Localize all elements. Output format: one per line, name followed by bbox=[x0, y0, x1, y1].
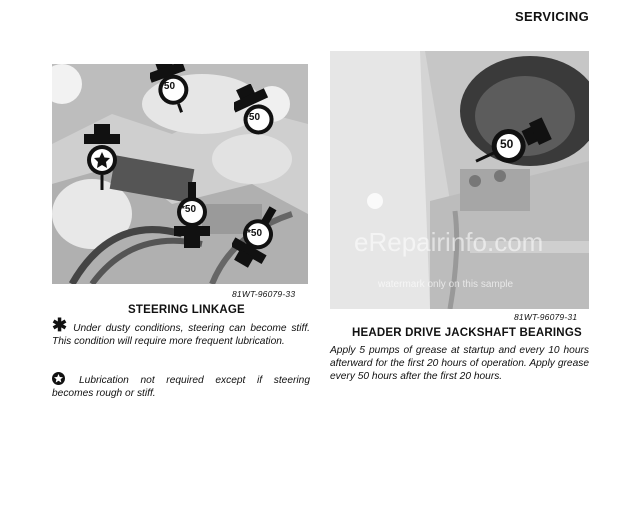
badge-label: *50 bbox=[181, 204, 197, 215]
watermark-subtext: watermark only on this sample bbox=[378, 279, 514, 290]
note-text: Lubrication not required except if steering becomes rough or stiff. bbox=[52, 375, 310, 399]
badge-label: *50 bbox=[247, 228, 263, 239]
steering-linkage-photo bbox=[52, 64, 308, 284]
figure-id: 81WT-96079-33 bbox=[232, 289, 296, 299]
section-header: SERVICING bbox=[515, 9, 589, 24]
star-circle-icon bbox=[52, 372, 65, 385]
grease-point-badge bbox=[232, 204, 282, 268]
jackshaft-bearing-photo bbox=[330, 51, 589, 309]
asterisk-icon: ✱ bbox=[52, 315, 68, 335]
lubrication-note bbox=[52, 372, 310, 400]
badge-label: *50 bbox=[160, 81, 176, 92]
note-text: Under dusty conditions, steering can become stiff. This condition will require more frequent lubrication. bbox=[52, 323, 310, 347]
grease-point-badge bbox=[170, 182, 214, 248]
grease-point-badge bbox=[234, 84, 278, 144]
dusty-conditions-note bbox=[52, 315, 310, 348]
badge-label: *50 bbox=[245, 112, 261, 123]
watermark: eRepairinfo.com bbox=[354, 227, 544, 257]
figure-id: 81WT-96079-31 bbox=[514, 312, 578, 322]
star-badge-icon bbox=[80, 124, 124, 192]
grease-point-badge bbox=[150, 64, 194, 116]
grease-point-badge bbox=[470, 113, 560, 173]
section-title: STEERING LINKAGE bbox=[128, 304, 245, 316]
jackshaft-instructions: Apply 5 pumps of grease at startup and every 10 hours afterward for the first 20 hours of operation. Apply grease every 50 hours after the first 20 hours. bbox=[330, 345, 589, 382]
badge-label: 50 bbox=[500, 137, 514, 151]
section-title: HEADER DRIVE JACKSHAFT BEARINGS bbox=[352, 327, 582, 339]
